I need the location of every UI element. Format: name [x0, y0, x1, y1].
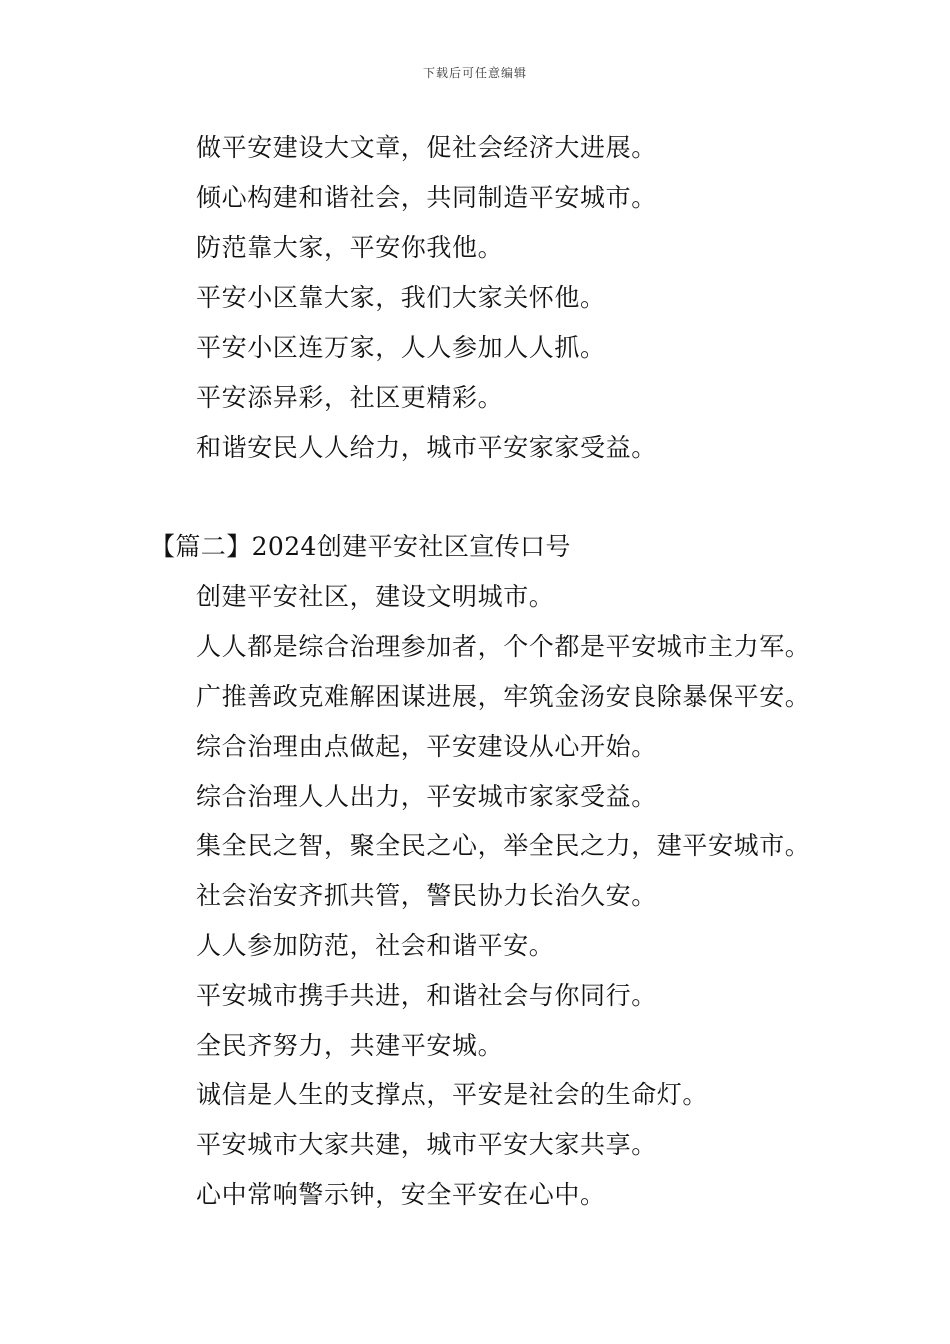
slogan-line: 倾心构建和谐社会，共同制造平安城市。	[196, 183, 657, 212]
slogan-line: 心中常响警示钟，安全平安在心中。	[196, 1180, 606, 1209]
slogan-line: 平安添异彩，社区更精彩。	[196, 383, 504, 412]
slogan-line: 广推善政克难解困谋进展，牢筑金汤安良除暴保平安。	[196, 682, 811, 711]
slogan-line: 诚信是人生的支撑点，平安是社会的生命灯。	[196, 1080, 709, 1109]
slogan-line: 人人都是综合治理参加者，个个都是平安城市主力军。	[196, 632, 811, 661]
page-header: 下载后可任意编辑	[422, 66, 527, 80]
slogan-line: 做平安建设大文章，促社会经济大进展。	[196, 133, 657, 162]
slogan-line: 平安城市携手共进，和谐社会与你同行。	[196, 981, 657, 1010]
slogan-line: 综合治理由点做起，平安建设从心开始。	[196, 732, 657, 761]
slogan-line: 防范靠大家，平安你我他。	[196, 233, 504, 262]
slogan-line: 全民齐努力，共建平安城。	[196, 1031, 504, 1060]
slogan-line: 平安城市大家共建，城市平安大家共享。	[196, 1130, 657, 1159]
section-heading: 【篇二】2024创建平安社区宣传口号	[150, 532, 571, 561]
slogan-line: 人人参加防范，社会和谐平安。	[196, 931, 555, 960]
slogan-line: 创建平安社区，建设文明城市。	[196, 582, 555, 611]
slogan-line: 集全民之智，聚全民之心，举全民之力，建平安城市。	[196, 831, 811, 860]
slogan-line: 和谐安民人人给力，城市平安家家受益。	[196, 433, 657, 462]
slogan-line: 平安小区连万家，人人参加人人抓。	[196, 333, 606, 362]
slogan-line: 平安小区靠大家，我们大家关怀他。	[196, 283, 606, 312]
slogan-line: 综合治理人人出力，平安城市家家受益。	[196, 782, 657, 811]
slogan-line: 社会治安齐抓共管，警民协力长治久安。	[196, 881, 657, 910]
